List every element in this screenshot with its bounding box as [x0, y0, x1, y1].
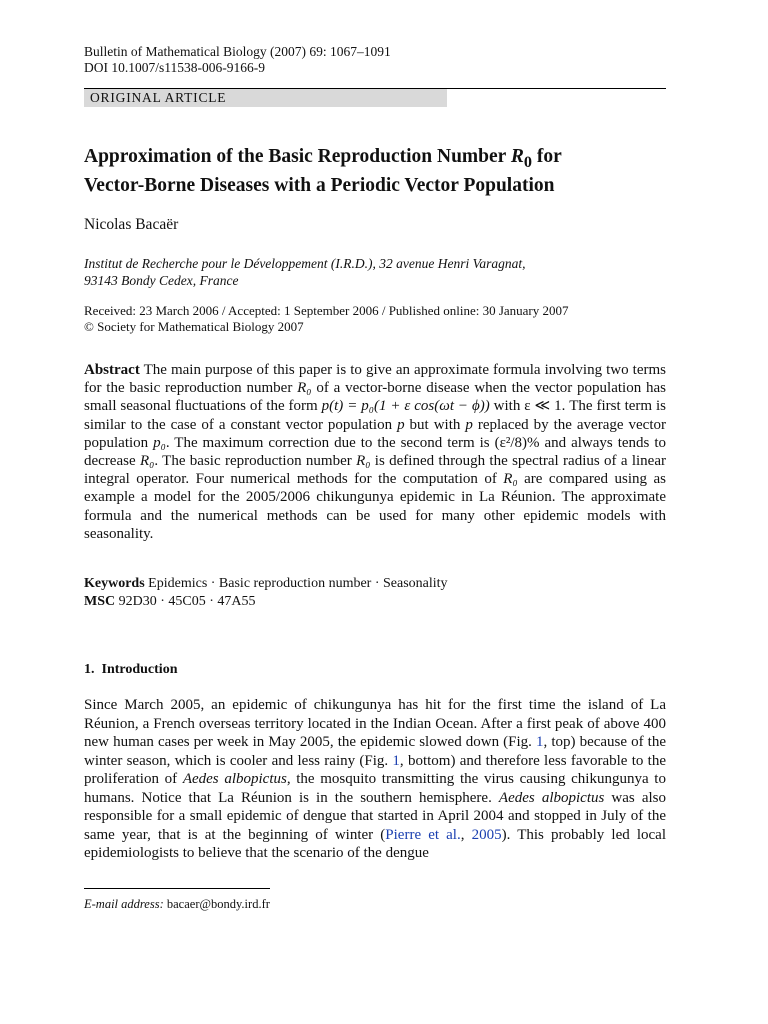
keywords-values: Epidemics · Basic reproduction number · Seasonality — [148, 576, 448, 591]
intro-text: was also responsible for a small epidemic of dengue that started in April 2004 and stopped in July of the same year, that is at the beginning of winter ( — [84, 789, 666, 843]
intro-text: , bottom) and therefore less favorable to the proliferation of — [84, 752, 667, 787]
journal-doi[interactable]: DOI 10.1007/s11538-006-9166-9 — [84, 60, 265, 75]
abstract-text: is defined through the spectral radius of a linear integral operator. Four numerical methods for the computation of — [84, 453, 666, 488]
title-line-2: Vector-Borne Diseases with a Periodic Vector Population — [84, 174, 555, 196]
math-formula: p(t) = p₀(1 + ε cos(ωt − ϕ)) — [321, 398, 490, 415]
affiliation-line-2: 93143 Bondy Cedex, France — [84, 273, 239, 288]
abstract-text: but with — [404, 416, 466, 433]
abstract-heading: Abstract — [84, 362, 140, 378]
msc-label: MSC — [84, 594, 116, 609]
date-history: Received: 23 March 2006 / Accepted: 1 September 2006 / Published online: 30 January 2007 — [84, 303, 569, 318]
msc-line — [84, 593, 448, 611]
keywords-label: Keywords — [84, 576, 145, 591]
msc-values: 92D30 · 45C05 · 47A55 — [118, 594, 256, 609]
keywords-line — [84, 575, 448, 593]
species-name: Aedes albopictus — [498, 789, 605, 806]
intro-text: ). This probably led local epidemiologists to believe that the scenario of the dengue — [84, 826, 667, 861]
math-r0: R₀ — [297, 380, 312, 397]
abstract-text: are compared using as example a model for the 2005/2006 chikungunya epidemic in La Réunion. The approximate formula and the numerical methods can be used for many other epidemic models with seasonality. — [84, 471, 666, 542]
abstract-text: The main purpose of this paper is to give an approximate formula involving two terms for the basic reproduction number — [84, 362, 666, 397]
math-p0: p₀ — [153, 434, 166, 451]
footnote — [84, 897, 270, 912]
intro-text: , the mosquito transmitting the virus causing chikungunya to humans. Notice that La Réunion is in the southern hemisphere. — [84, 771, 666, 806]
intro-text: , top) because of the winter season, which is cooler and less rainy (Fig. — [84, 734, 667, 769]
affiliation — [84, 255, 526, 289]
email-address[interactable]: bacaer@bondy.ird.fr — [166, 897, 270, 911]
math-p: p — [397, 416, 405, 433]
affiliation-line-1: Institut de Recherche pour le Développement (I.R.D.), 32 avenue Henri Varagnat, — [84, 256, 526, 271]
abstract — [84, 361, 666, 543]
title-symbol: R — [510, 146, 524, 167]
figure-link[interactable]: 1 — [536, 734, 544, 750]
journal-header — [84, 44, 391, 76]
article-type-banner: ORIGINAL ARTICLE — [84, 89, 447, 107]
abstract-text: with ε ≪ 1. The first term is similar to the case of a constant vector population — [84, 398, 666, 433]
intro-text: Since March 2005, an epidemic of chikungunya has hit for the first time the island of La Réunion, a French overseas territory located in the Indian Ocean. After a first peak of above 400 new human cases per week in May 2005, the epidemic slowed down (Fig. — [84, 697, 666, 750]
title-line-1 — [84, 145, 674, 174]
citation-year-link[interactable]: 2005 — [471, 826, 502, 843]
title-text: Approximation of the Basic Reproduction Number — [84, 146, 511, 167]
intro-text: , — [460, 826, 472, 843]
figure-link[interactable]: 1 — [392, 752, 400, 769]
species-name: Aedes albopictus — [182, 771, 287, 787]
footnote-rule — [84, 888, 270, 889]
keywords-block — [84, 575, 448, 611]
citation-link[interactable]: Pierre et al. — [385, 826, 461, 843]
math-r0: R₀ — [139, 453, 155, 470]
section-title: Introduction — [101, 662, 178, 677]
section-heading — [84, 662, 177, 678]
publication-dates — [84, 303, 569, 334]
math-r0: R₀ — [503, 471, 518, 488]
abstract-text: . The maximum correction due to the second term is (ε²/8)% and always tends to decrease — [84, 434, 666, 470]
title-subscript: 0 — [523, 152, 532, 171]
abstract-text: replaced by the average vector population — [84, 416, 666, 451]
email-label: E-mail address: — [84, 897, 164, 911]
math-p: p — [465, 416, 473, 433]
section-number: 1. — [84, 662, 95, 677]
author-name: Nicolas Bacaër — [84, 216, 179, 233]
copyright: © Society for Mathematical Biology 2007 — [84, 318, 304, 334]
paper-title — [84, 145, 674, 197]
title-text-end: for — [532, 146, 562, 167]
journal-citation: Bulletin of Mathematical Biology (2007) 69: 1067–1091 — [84, 44, 391, 59]
abstract-text: of a vector-borne disease when the vector population has small seasonal fluctuations of the form — [84, 380, 666, 415]
math-r0: R₀ — [356, 453, 371, 470]
introduction-paragraph — [84, 696, 666, 863]
abstract-text: . The basic reproduction number — [154, 453, 357, 470]
